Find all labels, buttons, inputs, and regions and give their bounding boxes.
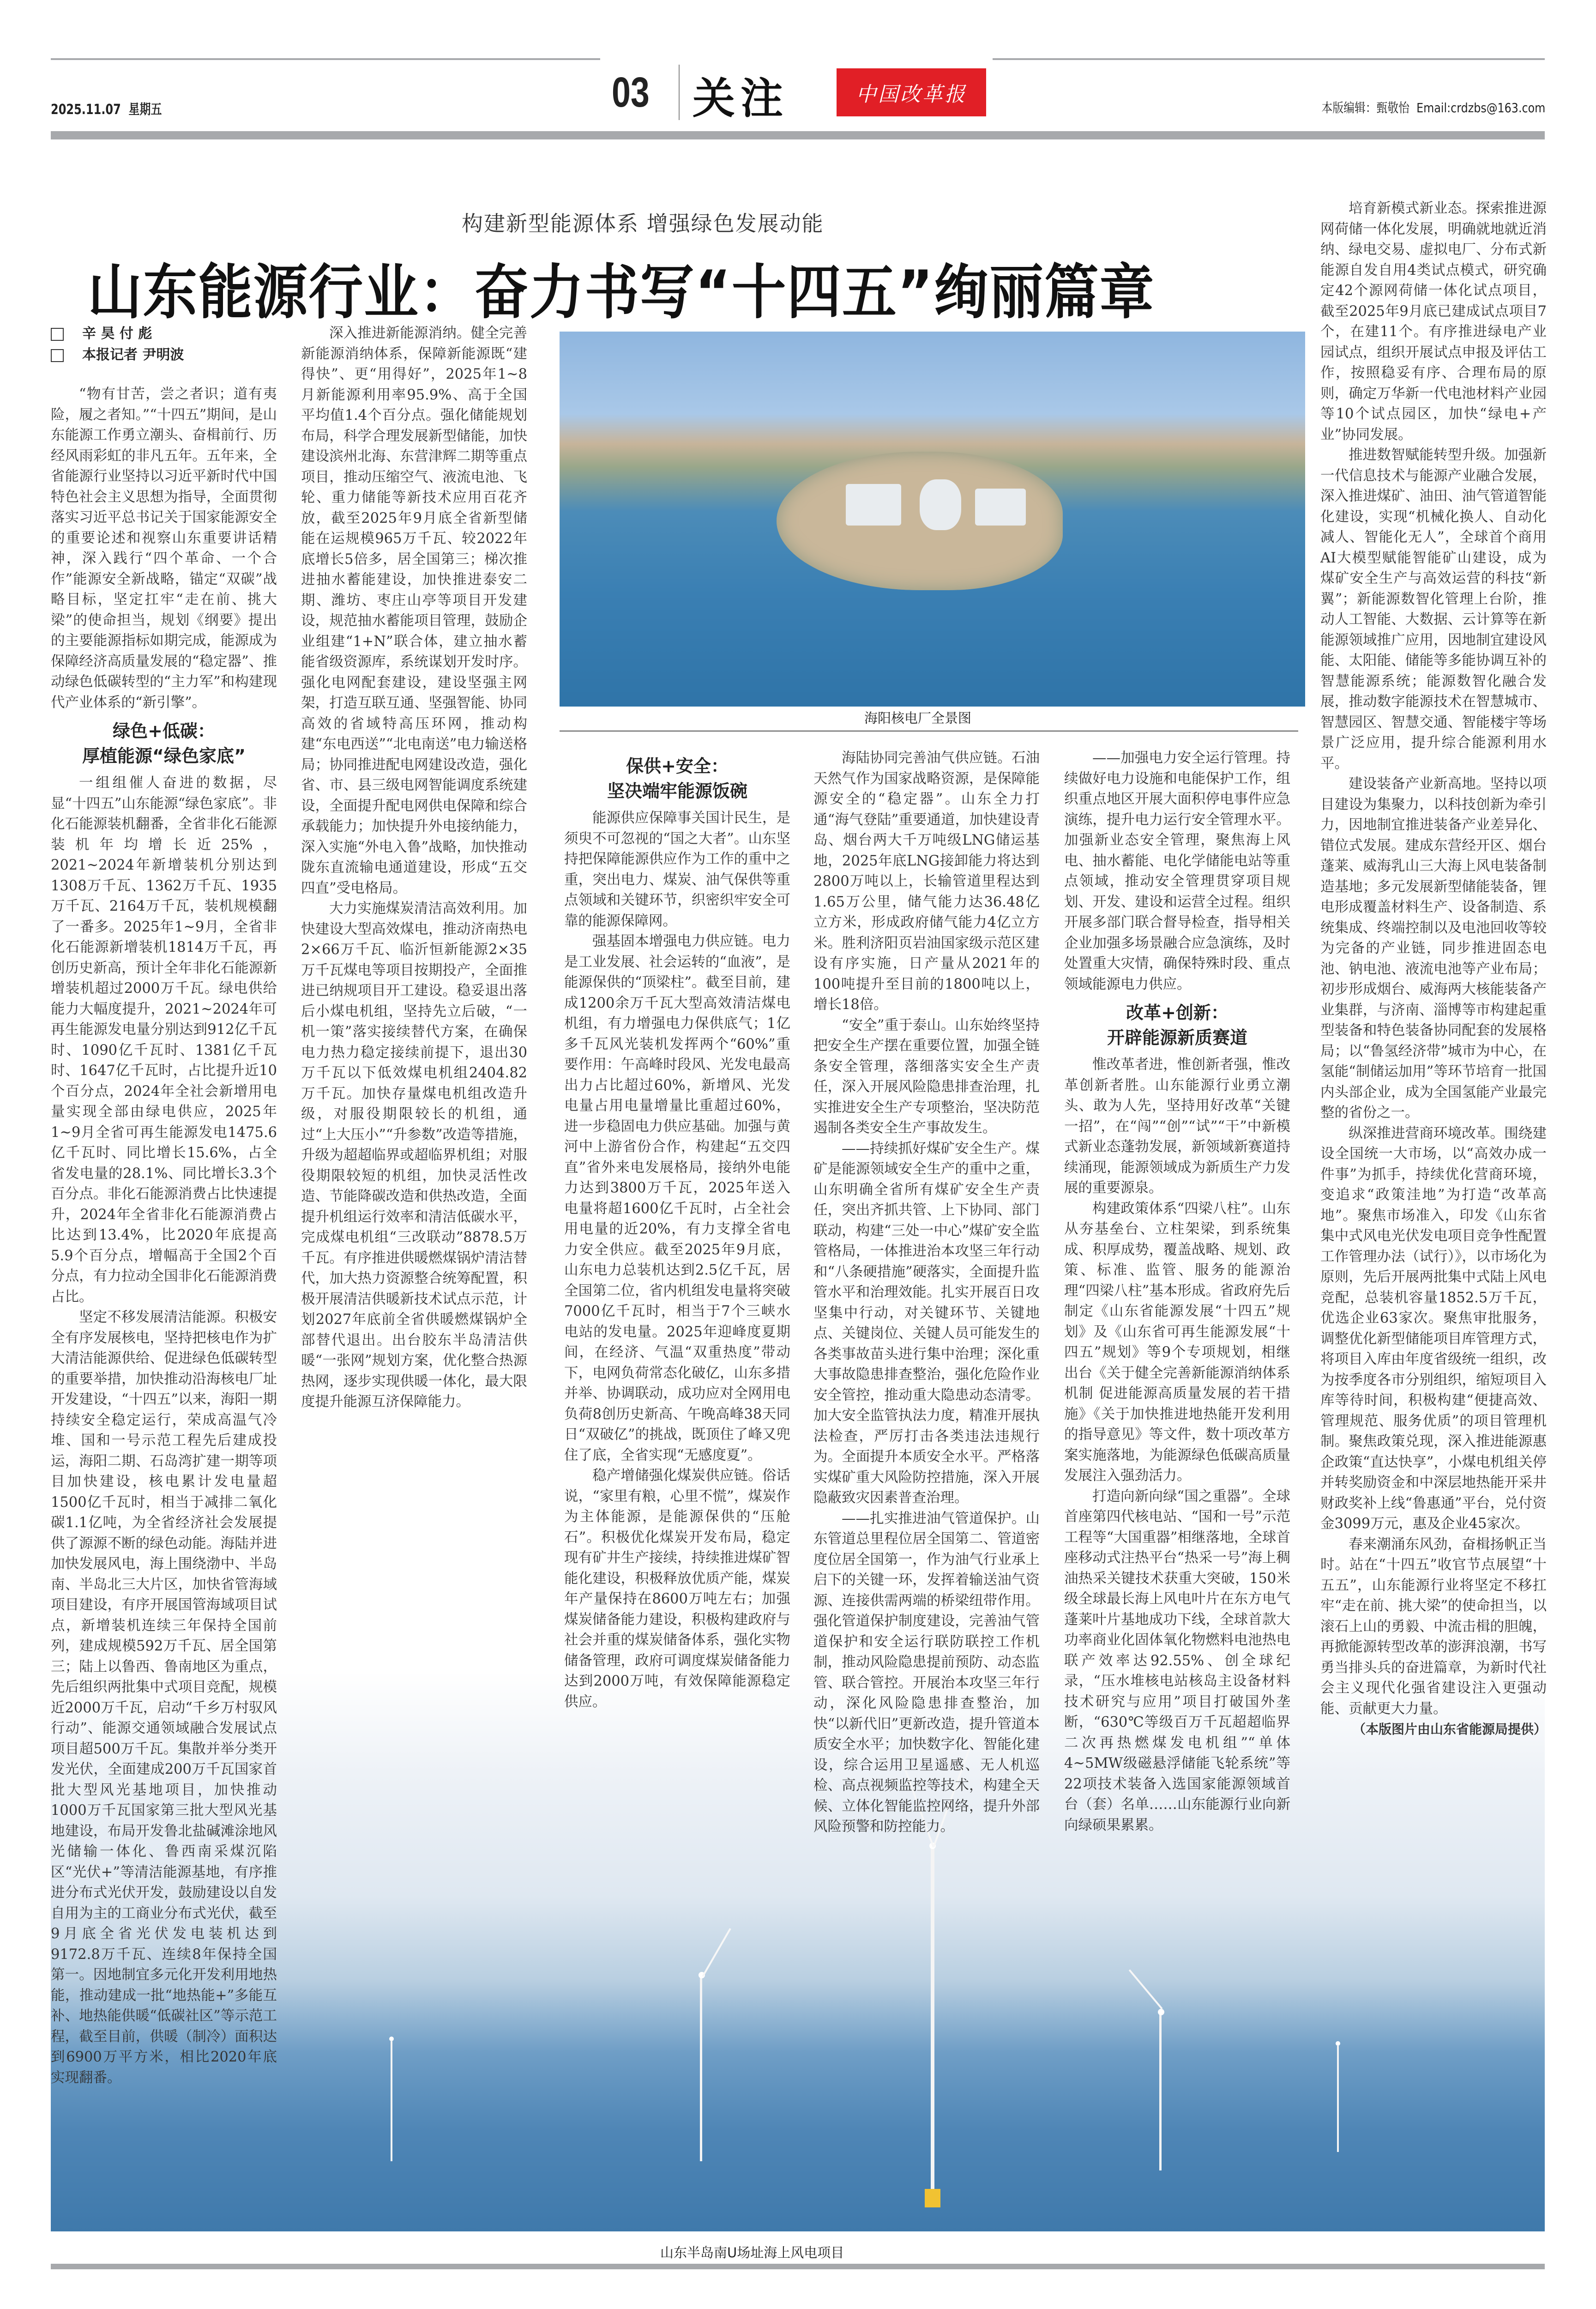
- body-paragraph: ——扎实推进油气管道保护。山东管道总里程位居全国第二、管道密度位居全国第一，作为油气行业承上启下的关键一环，发挥着输送油气资源、连接供需两端的桥梁纽带作用。强化管道保护制度建设，完善油气管道保护和安全运行联防联控工作机制，推动风险隐患提前预防、动态监管、联合管控。开展治本攻坚三年行动，深化风险隐患排查整治，加快“以新代旧”更新改造，提升管道本质安全水平；加快数字化、智能化建设，综合运用卫星遥感、无人机巡检、高点视频监控等技术，构建全天候、立体化智能监控网络，提升外部风险预警和防控能力。: [813, 1510, 1040, 1835]
- article-column-6: [1320, 199, 1547, 1737]
- masthead-rule-left: [51, 58, 600, 60]
- article-kicker: 构建新型能源体系 增强绿色发展动能: [462, 211, 824, 236]
- byline-box-icon: [51, 349, 64, 362]
- body-paragraph: 打造向新向绿“国之重器”。全球首座第四代核电站、“国和一号”示范工程等“大国重器”相继落地，全球首座移动式注热平台“热采一号”海上稠油热采关键技术获重大突破，150米级全球最长海上风电叶片在东方电气蓬莱叶片基地成功下线，全球首款大功率商业化固体氧化物燃料电池热电联产效率达92.55%、创全球纪录，“压水堆核电站核岛主设备材料技术研究与应用”项目打破国外垄断，“630℃等级百万千瓦超超临界二次再热燃煤发电机组”“单体4~5MW级磁悬浮储能飞轮系统”等22项技术装备入选国家能源领域首台（套）名单……山东能源行业向新向绿硕果累累。: [1064, 1488, 1290, 1833]
- weekday-text: 星期五: [128, 102, 162, 118]
- wind-turbine-icon: [1320, 1995, 1357, 2152]
- body-paragraph: 海陆协同完善油气供应链。石油天然气作为国家战略资源，是保障能源安全的“稳定器”。山东全力打通“海气登陆”重要通道，加快建设青岛、烟台两大千万吨级LNG储运基地，2025年底LNG接卸能力将达到2800万吨以上，长输管道里程达到1.65万公里，储气能力达36.48亿立方米，形成政府储气能力4亿立方米。胜利济阳页岩油国家级示范区建设有序实施，日产量从2021年的100吨提升至目前的1800吨以上，增长18倍。: [813, 750, 1040, 1013]
- article-column-4: [813, 748, 1040, 1835]
- section-heading-line: 开辟能源新质赛道: [1107, 1028, 1247, 1048]
- body-paragraph: 能源供应保障事关国计民生，是须臾不可忽视的“国之大者”。山东坚持把保障能源供应作为工作的重中之重，突出电力、煤炭、油气保供等重点领域和关键环节，织密织牢安全可靠的能源保障网。: [564, 810, 790, 929]
- body-paragraph: 深入推进新能源消纳。健全完善新能源消纳体系，保障新能源既“建得快”、更“用得好”，2025年1~8月新能源利用率95.9%、高于全国平均值1.4个百分点。强化储能规划布局，科学合理发展新型储能，加快建设滨州北海、东营津辉二期等重点项目，推动压缩空气、液流电池、飞轮、重力储能等新技术应用百花齐放，截至2025年9月底全省新型储能在运规模965万千瓦、较2022年底增长5倍多，居全国第三；梯次推进抽水蓄能建设，加快推进泰安二期、潍坊、枣庄山亭等项目开发建设，规范抽水蓄能项目管理，鼓励企业组建“1+N”联合体，建立抽水蓄能省级资源库，系统谋划开发时序。强化电网配套建设，建设坚强主网架，打造互联互通、坚强智能、协同高效的省域特高压环网，推动构建“东电西送”“北电南送”电力输送格局；协同推进配电网建设改造，强化省、市、县三级电网智能调度系统建设，全面提升配电网供电保障和综合承载能力；加快提升外电接纳能力，深入实施“外电入鲁”战略，加快推动陇东直流输电通道建设，形成“五交四直”受电格局。: [301, 325, 527, 896]
- byline-author: 辛 昊 付 彪: [82, 326, 152, 342]
- body-paragraph: 构建政策体系“四梁八柱”。山东从夯基垒台、立柱架梁，到系统集成、积厚成势，覆盖战略、规划、政策、标准、监管、服务的能源治理“四梁八柱”基本形成。省政府先后制定《山东省能源发展“十四五”规划》及《山东省可再生能源发展“十四五”规划》等9个专项规划，相继出台《关于健全完善新能源消纳体系机制 促进能源高质量发展的若干措施》《关于加快推进地热能开发利用的指导意见》等文件，数十项改革方案实施落地，为能源绿色低碳高质量发展注入强劲活力。: [1064, 1200, 1290, 1484]
- body-paragraph: 培育新模式新业态。探索推进源网荷储一体化发展，明确就地就近消纳、绿电交易、虚拟电厂、分布式新能源自发自用4类试点模式，研究确定42个源网荷储一体化试点项目，截至2025年9月底已建成试点项目7个，在建11个。有序推进绿电产业园试点，组织开展试点申报及评估工作，按照稳妥有序、合理布局的原则，确定万华新一代电池材料产业园等10个试点园区，加快“绿电+产业”协同发展。: [1320, 200, 1547, 443]
- article-column-2: [301, 323, 527, 1413]
- date-text: 2025.11.07: [51, 102, 121, 118]
- body-paragraph: 稳产增储强化煤炭供应链。俗话说，“家里有粮，心里不慌”，煤炭作为主体能源，是能源保供的“压舱石”。积极优化煤炭开发布局，稳定现有矿井生产接续，持续推进煤矿智能化建设，积极释放优质产能，煤炭年产量保持在8600万吨左右；加强煤炭储备能力建设，积极构建政府与社会并重的煤炭储备体系，强化实物储备管理，政府可调度煤炭储备能力达到2000万吨，有效保障能源稳定供应。: [564, 1468, 790, 1710]
- byline-reporter: 本报记者 尹明波: [82, 347, 184, 363]
- section-heading-green: [51, 719, 277, 768]
- section-heading-line: 坚决端牢能源饭碗: [607, 781, 747, 801]
- editor-info: [1321, 98, 1545, 116]
- body-paragraph: 纵深推进营商环境改革。围绕建设全国统一大市场，以“高效办成一件事”为抓手，持续优化营商环境，变追求“政策洼地”为打造“改革高地”。聚焦市场准入，印发《山东省集中式风电光伏发电项目竞争性配置工作管理办法（试行）》，以市场化为原则，先后开展两批集中式陆上风电竞配，总装机容量1852.5万千瓦，优选企业63家次。聚焦审批服务，调整优化新型储能项目库管理方式，将项目入库由年度省级统一组织，改为按季度各市分别组织，缩短项目入库等待时间，积极构建“便捷高效、管理规范、服务优质”的项目管理机制。聚焦政策兑现，深入推进能源惠企政策“直达快享”，小煤电机组关停并转奖励资金和中深层地热能开采井财政奖补上线“鲁惠通”平台，兑付资金3099万元，惠及企业45家次。: [1320, 1125, 1547, 1532]
- masthead-divider: [679, 65, 680, 120]
- footer-bar: [51, 2264, 1545, 2269]
- section-heading-line: 绿色+低碳：: [113, 721, 215, 741]
- body-paragraph: 强基固本增强电力供应链。电力是工业发展、社会运转的“血液”，是能源保供的“顶梁柱”。截至目前，建成1200余万千瓦大型高效清洁煤电机组，有力增强电力保供底气；1亿多千瓦风光装机发挥两个“60%”重要作用：午高峰时段风、光发电最高出力占比超过60%，新增风、光发电量占用电量增量比重超过60%，进一步稳固电力供应基础。加强与黄河中上游省份合作，构建起“五交四直”省外来电发展格局，接纳外电能力达到3800万千瓦，2025年送入电量将超1600亿千瓦时，占全社会用电量的近20%，有力支撑全省电力安全供应。截至2025年9月底，山东电力总装机达到2.5亿千瓦，居全国第二位，省内机组发电量将突破7000亿千瓦时，相当于7个三峡水电站的发电量。2025年迎峰度夏期间，在经济、气温“双重热度”带动下，电网负荷常态化破亿，山东多措并举、协调联动，成功应对全网用电负荷8创历史新高、午晚高峰38天同日“双破亿”的挑战，既顶住了峰又兜住了底，全省实现“无感度夏”。: [564, 933, 790, 1463]
- body-paragraph: 大力实施煤炭清洁高效利用。加快建设大型高效煤电，推动济南热电2×66万千瓦、临沂恒新能源2×35万千瓦煤电等项目按期投产，全面推进已纳规项目开工建设。稳妥退出落后小煤电机组，坚持先立后破，“一机一策”落实接续替代方案，在确保电力热力稳定接续前提下，退出30万千瓦以下低效煤电机组2404.82万千瓦。加快存量煤电机组改造升级，对服役期限较长的机组，通过“上大压小”“升参数”改造等措施，升级为超超临界或超临界机组；对服役期限较短的机组，加快灵活性改造、节能降碳改造和供热改造，全面提升机组运行效率和清洁低碳水平，完成煤电机组“三改联动”8878.5万千瓦。有序推进供暖燃煤锅炉清洁替代，加大热力资源整合统筹配置，积极开展清洁供暖新技术试点示范，计划2027年底前全省供暖燃煤锅炉全部替代退出。出台胶东半岛清洁供暖“一张网”规划方案，优化整合热源热网，逐步实现供暖一体化，最大限度提升能源互济保障能力。: [301, 901, 527, 1410]
- byline-box-icon: [51, 328, 64, 341]
- body-paragraph: 惟改革者进，惟创新者强，惟改革创新者胜。山东能源行业勇立潮头、敢为人先，坚持用好改革“关键一招”，在“闯”“创”“试”“干”中新模式新业态蓬勃发展，新领域新赛道持续涌现，能源领域成为新质生产力发展的重要源泉。: [1064, 1057, 1290, 1196]
- body-paragraph: 一组组催人奋进的数据，尽显“十四五”山东能源“绿色家底”。非化石能源装机翻番，全省非化石能源装机年均增长近25%，2021~2024年新增装机分别达到1308万千瓦、1362万千瓦、1935万千瓦、2164万千瓦，装机规模翻了一番多。2025年1~9月，全省非化石能源新增装机1814万千瓦，再创历史新高，预计全年非化石能源新增装机超过2000万千瓦。绿电供给能力大幅度提升，2021~2024年可再生能源发电量分别达到912亿千瓦时、1090亿千瓦时、1381亿千瓦时、1647亿千瓦时，占比提升近10个百分点，2024年全社会新增用电量实现全部由绿电供应，2025年1~9月全省可再生能源发电1475.6亿千瓦时、同比增长15.6%，占全省发电量的28.1%、同比增长3.3个百分点。非化石能源消费占比快速提升，2024年全省非化石能源消费占比达到13.4%，比2020年底提高5.9个百分点，增幅高于全国2个百分点，有力拉动全国非化石能源消费占比。: [51, 775, 277, 1305]
- body-paragraph: ——加强电力安全运行管理。持续做好电力设施和电能保护工作，组织重点地区开展大面积停电事件应急演练，提升电力运行安全管理水平。加强新业态安全管理，聚焦海上风电、抽水蓄能、电化学储能电站等重点领域，推动安全管理贯穿项目规划、开发、建设和运营全过程。组织开展多部门联合督导检查，指导相关企业加强多场景融合应急演练，及时处置重大灾情，确保特殊时段、重点领域能源电力供应。: [1064, 750, 1290, 992]
- byline-authors: [51, 323, 277, 366]
- intro-paragraph: “物有甘苦，尝之者识；道有夷险，履之者知。”“十四五”期间，是山东能源工作勇立潮头、奋楫前行、历经风雨彩虹的非凡五年。五年来，全省能源行业坚持以习近平新时代中国特色社会主义思想为指导，全面贯彻落实习近平总书记关于国家能源安全的重要论述和视察山东重要讲话精神，深入践行“四个革命、一个合作”能源安全新战略，锚定“双碳”战略目标，坚定扛牢“走在前、挑大梁”的使命担当，规划《纲要》提出的主要能源指标如期完成，能源成为保障经济高质量发展的“稳定器”、推动绿色低碳转型的“主力军”和构建现代产业体系的“新引擎”。: [51, 386, 277, 711]
- section-title: 关注: [693, 74, 789, 123]
- editor-name: 本版编辑：甄敬怡: [1321, 100, 1409, 115]
- photo-credit: （本版图片由山东省能源局提供）: [1352, 1722, 1547, 1737]
- page-number: 03: [612, 69, 650, 116]
- wind-turbine-icon: [674, 1903, 729, 2161]
- plant-building: [975, 489, 1026, 526]
- article-column-1: [51, 323, 277, 2086]
- wind-turbine-icon: [374, 1986, 411, 2161]
- plant-building: [846, 484, 901, 526]
- plant-dome: [920, 479, 961, 530]
- section-heading-line: 保供+安全：: [626, 756, 729, 776]
- section-heading-reform: [1064, 1000, 1290, 1050]
- body-paragraph: 春来潮涌东风劲，奋楫扬帆正当时。站在“十四五”收官节点展望“十五五”，山东能源行业将坚定不移扛牢“走在前、挑大梁”的使命担当，以滚石上山的勇毅、中流击楫的胆魄，再掀能源转型改革的澎湃浪潮，书写勇当排头兵的奋进篇章，为新时代社会主义现代化强省建设注入更强动能、贡献更大力量。: [1320, 1536, 1547, 1717]
- wind-turbine-icon: [1136, 1930, 1186, 2170]
- issue-date: [51, 98, 162, 118]
- section-heading-line: 改革+创新：: [1126, 1003, 1229, 1023]
- section-heading-supply: [564, 754, 790, 804]
- body-paragraph: 坚定不移发展清洁能源。积极安全有序发展核电，坚持把核电作为扩大清洁能源供给、促进绿色低碳转型的重要举措，加快推动沿海核电厂址开发建设，“十四五”以来，海阳一期持续安全稳定运行，荣成高温气冷堆、国和一号示范工程先后建成投运，海阳二期、石岛湾扩建一期等项目加快建设，核电累计发电量超1500亿千瓦时，相当于减排二氧化碳1.1亿吨，为全省经济社会发展提供了源源不断的绿色动能。海陆并进加快发展风电，海上围绕渤中、半岛南、半岛北三大片区，加快省管海域项目建设，有序开展国管海域项目试点，新增装机连续三年保持全国前列，建成规模592万千瓦、居全国第三；陆上以鲁西、鲁南地区为重点，先后组织两批集中式项目竞配，规模近2000万千瓦，启动“千乡万村驭风行动”、能源交通领域融合发展试点项目超500万千瓦。集散并举分类开发光伏，全面建成200万千瓦国家首批大型风光基地项目，加快推动1000万千瓦国家第三批大型风光基地建设，布局开发鲁北盐碱滩涂地风光储输一体化、鲁西南采煤沉陷区“光伏+”等清洁能源基地，有序推进分布式光伏开发，鼓励建设以自发自用为主的工商业分布式光伏，截至9月底全省光伏发电装机达到9172.8万千瓦、连续8年保持全国第一。因地制宜多元化开发利用地热能，推动建成一批“地热能+”多能互补、地热能供暖“低碳社区”等示范工程，截至目前，供暖（制冷）面积达到6900万平方米，相比2020年底实现翻番。: [51, 1309, 277, 2086]
- article-column-3: [564, 748, 790, 1710]
- wind-photo-caption: 山东半岛南U场址海上风电项目: [660, 2245, 844, 2261]
- section-heading-line: 厚植能源“绿色家底”: [82, 746, 246, 766]
- nuclear-photo-caption: 海阳核电厂全景图: [864, 710, 972, 726]
- nuclear-plant-photo: [560, 332, 1305, 707]
- body-paragraph: 推进数智赋能转型升级。加强新一代信息技术与能源产业融合发展，深入推进煤矿、油田、油气管道智能化建设，实现“机械化换人、自动化减人、智能化无人”，全球首个商用AI大模型赋能智能矿山建设，成为煤矿安全生产与高效运营的科技“新翼”；新能源数智化管理上台阶，推动人工智能、大数据、云计算等在新能源领域推广应用，因地制宜建设风能、太阳能、储能等多能协调互补的智慧能源系统；能源数智化融合发展，推动数字能源技术在智慧城市、智慧园区、智慧交通、智能楼宇等场景广泛应用，提升综合能源利用水平。: [1320, 447, 1547, 772]
- masthead-bar: [51, 131, 1545, 139]
- article-column-5: [1064, 748, 1290, 1833]
- body-paragraph: ——持续抓好煤矿安全生产。煤矿是能源领域安全生产的重中之重，山东明确全省所有煤矿安全生产责任，突出齐抓共管、上下协同、部门联动，构建“三处一中心”煤矿安全监管格局，一体推进治本攻坚三年行动和“八条硬措施”硬落实，全面提升监管水平和治理效能。扎实开展百日攻坚集中行动，对关键环节、关键地点、关键岗位、关键人员可能发生的各类事故苗头进行集中治理；深化重大事故隐患排查整治，强化危险作业安全管控，推动重大隐患动态清零。加大安全监管执法力度，精准开展执法检查，严厉打击各类违法违规行为。全面提升本质安全水平。严格落实煤矿重大风险防控措施，深入开展隐蔽致灾因素普查治理。: [813, 1140, 1040, 1506]
- body-paragraph: 建设装备产业新高地。坚持以项目建设为集聚力，以科技创新为牵引力，因地制宜推进装备产业差异化、错位式发展。建成东营经开区、烟台蓬莱、威海乳山三大海上风电装备制造基地；多元发展新型储能装备，锂电形成覆盖材料生产、设备制造、系统集成、终端控制以及电池回收等较为完备的产业链，同步推进固态电池、钠电池、液流电池等产业布局；初步形成烟台、威海两大核能装备产业集群，与济南、淄博等市构建起重型装备和特色装备协同配套的发展格局；以“鲁氢经济带”城市为中心，在氢能“制储运加用”等环节培育一批国内头部企业，成为全国氢能产业最完整的省份之一。: [1320, 776, 1547, 1121]
- article-headline: 山东能源行业：奋力书写“十四五”绚丽篇章: [88, 258, 1155, 327]
- editor-email[interactable]: Email:crdzbs@163.com: [1416, 100, 1545, 115]
- body-paragraph: “安全”重于泰山。山东始终坚持把安全生产摆在重要位置，加强全链条安全管理，落细落实安全生产责任，深入开展风险隐患排查治理，扎实推进安全生产专项整治，坚决防范遏制各类安全生产事故发生。: [813, 1017, 1040, 1136]
- newspaper-logo: 中国改革报: [837, 68, 986, 116]
- masthead-rule-right: [993, 58, 1545, 60]
